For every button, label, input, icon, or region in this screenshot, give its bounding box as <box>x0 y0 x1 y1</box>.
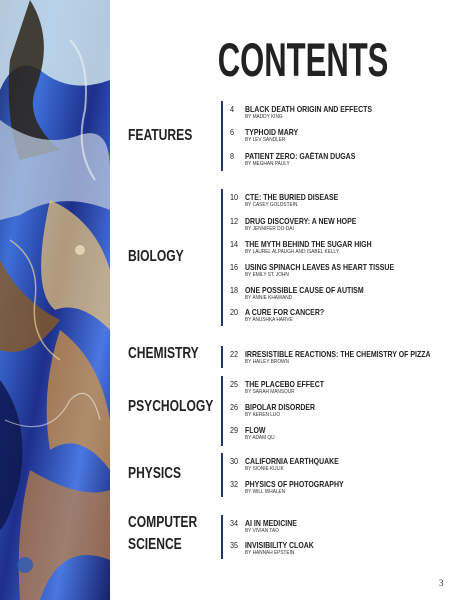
section-psychology: PSYCHOLOGY <box>128 398 214 415</box>
article-author: BY VIVIAN TAO <box>245 528 279 534</box>
article-title: FLOW <box>245 425 266 435</box>
divider-biology <box>221 189 223 326</box>
article-title: INVISIBILITY CLOAK <box>245 540 314 550</box>
article-title: PHYSICS OF PHOTOGRAPHY <box>245 479 344 489</box>
page-number: 25 <box>230 379 239 389</box>
section-computer-science-line2: SCIENCE <box>128 536 182 553</box>
cover-artwork <box>0 0 110 600</box>
article-title: DRUG DISCOVERY: A NEW HOPE <box>245 216 357 226</box>
page-number: 35 <box>230 540 239 550</box>
divider-physics <box>221 453 223 497</box>
article-author: BY KEREN LUO <box>245 412 281 418</box>
page-number: 10 <box>230 192 239 202</box>
section-biology: BIOLOGY <box>128 248 184 265</box>
page-title: CONTENTS <box>217 33 389 86</box>
article-title: TYPHOID MARY <box>245 127 299 137</box>
section-features: FEATURES <box>128 127 193 144</box>
section-chemistry: CHEMISTRY <box>128 345 199 362</box>
article-title: THE MYTH BEHIND THE SUGAR HIGH <box>245 239 372 249</box>
article-author: BY ANNIE KHAWAND <box>245 295 293 301</box>
page-folio-number: 3 <box>439 578 444 588</box>
article-author: BY HAILEY BROWN <box>245 359 289 365</box>
abstract-art-image <box>0 0 110 600</box>
page-number: 30 <box>230 456 239 466</box>
article-title: BIPOLAR DISORDER <box>245 402 316 412</box>
article-author: BY EMILY ST. JOHN <box>245 272 289 278</box>
article-author: BY SIONIE KULIK <box>245 466 284 472</box>
article-title: THE PLACEBO EFFECT <box>245 379 325 389</box>
page-number: 18 <box>230 285 239 295</box>
article-title: IRRESISTIBLE REACTIONS: THE CHEMISTRY OF PIZZA <box>245 349 431 359</box>
article-title: USING SPINACH LEAVES AS HEART TISSUE <box>245 262 395 272</box>
divider-computer-science <box>221 515 223 559</box>
article-title: PATIENT ZERO: GAËTAN DUGAS <box>245 151 356 161</box>
page-number: 14 <box>230 239 239 249</box>
page-number: 4 <box>230 104 235 114</box>
divider-chemistry <box>221 346 223 368</box>
article-title: ONE POSSIBLE CAUSE OF AUTISM <box>245 285 364 295</box>
page-number: 6 <box>230 127 235 137</box>
article-title: CALIFORNIA EARTHQUAKE <box>245 456 339 466</box>
article-author: BY MADDY KING <box>245 114 283 120</box>
page-number: 26 <box>230 402 239 412</box>
section-physics: PHYSICS <box>128 465 182 482</box>
article-author: BY HANNAH EPSTEIN <box>245 550 295 556</box>
page-number: 20 <box>230 307 239 317</box>
article-author: BY SARAH MANSOUR <box>245 389 295 395</box>
article-author: BY CASEY GOLDSTEIN <box>245 202 298 208</box>
article-title: A CURE FOR CANCER? <box>245 307 325 317</box>
article-author: BY MEGHAN PAULY <box>245 161 290 167</box>
page-number: 12 <box>230 216 239 226</box>
article-author: BY LEV SANDLER <box>245 137 286 143</box>
article-author: BY ANUSHKA HARVE <box>245 317 293 323</box>
divider-psychology <box>221 376 223 446</box>
page-number: 29 <box>230 425 239 435</box>
page-number: 32 <box>230 479 239 489</box>
page-number: 22 <box>230 349 239 359</box>
article-title: AI IN MEDICINE <box>245 518 297 528</box>
article-title: CTE: THE BURIED DISEASE <box>245 192 339 202</box>
article-author: BY ADAM QU <box>245 435 275 441</box>
page-number: 16 <box>230 262 239 272</box>
article-author: BY LAUREL ALPAUGH AND ISABEL KELLY <box>245 249 340 255</box>
article-title: BLACK DEATH ORIGIN AND EFFECTS <box>245 104 373 114</box>
page-number: 34 <box>230 518 239 528</box>
section-computer-science-line1: COMPUTER <box>128 514 198 531</box>
article-author: BY JENNIFER DO-DAI <box>245 226 294 232</box>
article-author: BY WILL WHALEN <box>245 489 286 495</box>
page-number: 8 <box>230 151 235 161</box>
divider-features <box>221 101 223 171</box>
